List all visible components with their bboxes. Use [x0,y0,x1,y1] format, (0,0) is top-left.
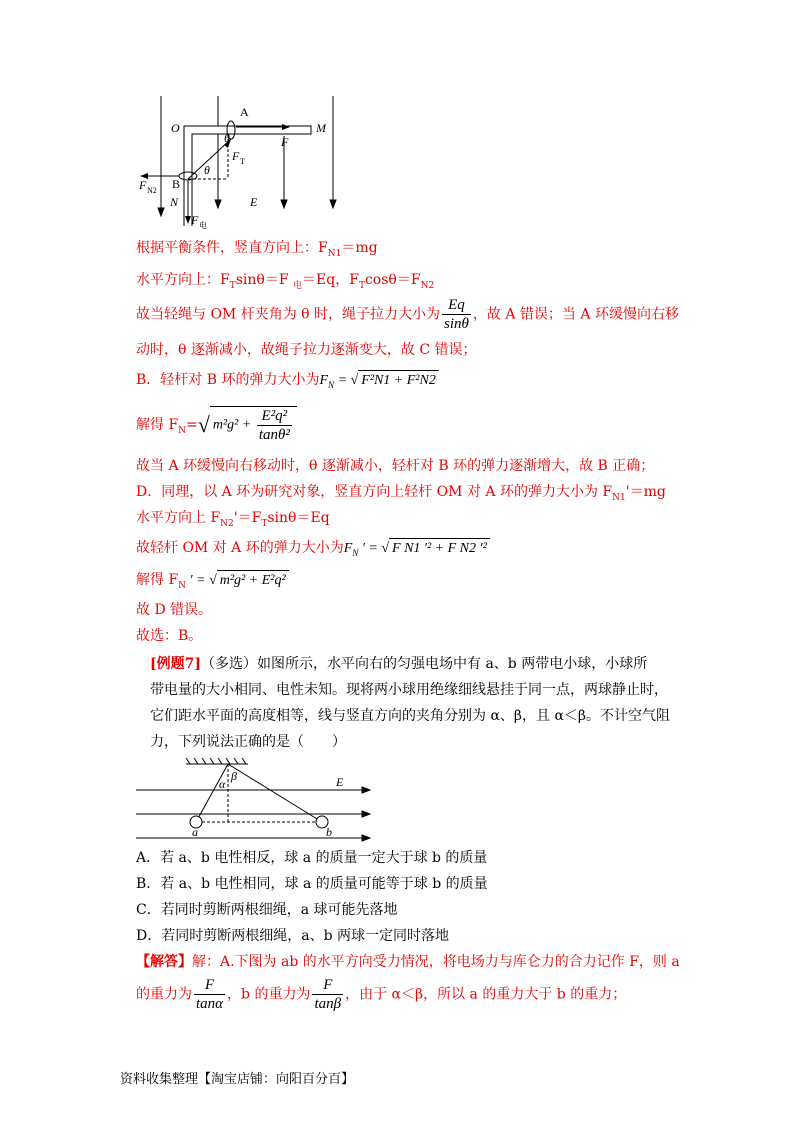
solution-line-12: 故 D 错误。 [136,602,213,618]
answer-tag: 【解答】 [136,954,192,970]
option-D: D．若同时剪断两根细绳，a、b 两球一定同时落地 [136,928,449,944]
solution-line-1: 根据平衡条件，竖直方向上：$F_{N1}=mg$ [136,240,378,259]
answer-line-2: 的重力为 $\frac{F}{\tan\alpha}$ ，b 的重力为 $\frac{F}{\tan\beta}$ ，由于 α＜β，所以 a 的重力大于 b 的重力； [136,977,627,1012]
page-footer: 资料收集整理【淘宝店铺：向阳百分百】 [120,1072,355,1087]
answer-line-1: 【解答】解：A.下图为 ab 的水平方向受力情况，将电场力与库仑力的合力记作 F，则 a [136,954,680,970]
fig1-label-theta: θ [204,163,210,177]
option-C: C．若同时剪断两根细绳，a 球可能先落地 [136,902,398,918]
solution-line-10: 故轻杆 OM 对 A 环的弹力大小为$F_N$ ′ = √ F N1 ′² + F N2 ′² [136,538,490,563]
example-line-2: 带电量的大小相同、电性未知。现将两小球用绝缘细线悬挂于同一点，两球静止时， [150,682,668,698]
fig1-label-B: B [172,177,181,191]
example-line-1: [例题7]（多选）如图所示，水平向右的匀强电场中有 a、b 两带电小球，小球所 [150,656,648,672]
fig1-label-theta-top: θ [224,131,230,145]
fig2-label-alpha: α [219,777,226,791]
fig2-label-b: b [326,825,332,839]
fig2-label-beta: β [231,769,237,783]
fig1-label-E: E [250,195,258,209]
fig1-label-M: M [316,121,326,135]
solution-line-5: B．轻杆对 B 环的弹力大小为$F_N$ = √ F²N1 + F²N2 [136,370,439,395]
solution-line-3: 故当轻绳与 OM 杆夹角为 θ 时，绳子拉力大小为 $\frac{Eq}{\sin\theta}$ ，故 A 错误；当 A 环缓慢向右移 [136,297,679,332]
example-line-3: 它们距水平面的高度相等，线与竖直方向的夹角分别为 α、β，且 α＜β。不计空气阻 [150,708,670,724]
fig1-label-FN2-sub: N2 [147,186,157,195]
fig1-label-FT-sub: T [240,157,245,166]
fig1-label-F: F [281,135,289,149]
figure-hanging-balls [136,756,376,842]
solution-line-2: 水平方向上：$F_T\sin\theta=F$ $_电$＝Eq，$F_T\cos\theta=F_{N2}$ [136,272,435,291]
figure-ring-rod [136,96,356,234]
fig1-label-FT: F [232,149,240,163]
fig1-label-Fe: F [191,213,199,227]
fig2-label-E: E [336,775,344,789]
fig1-label-FN2: F [139,178,147,192]
solution-line-13: 故选：B。 [136,628,203,644]
solution-line-9: 水平方向上 $F_{N2}'=F_T\sin\theta=Eq$ [136,510,330,529]
fig1-label-N: N [170,195,179,209]
solution-line-7: 故当 A 环缓慢向右移动时，θ 逐渐减小，轻杆对 B 环的弹力逐渐增大，故 B 正确； [136,458,655,474]
example-tag: [例题7] [150,656,201,672]
fig2-label-a: a [192,825,198,839]
fig1-label-O: O [171,121,180,135]
fig1-label-A: A [240,105,249,119]
option-A: A．若 a、b 电性相反，球 a 的质量一定大于球 b 的质量 [136,850,488,866]
fig1-label-Fe-sub: 电 [199,221,207,230]
solution-line-8: D．同理，以 A 环为研究对象，竖直方向上轻杆 OM 对 A 环的弹力大小为 $F_{N1}'=mg$ [136,484,666,503]
example-line-4: 力，下列说法正确的是（ ） [150,734,346,750]
solution-line-6: 解得 $F_N=√$ m²g² + $\frac{\text{E²q²}}{\text{tanθ²}}$ [136,406,297,444]
solution-line-4: 动时，θ 逐渐减小，故绳子拉力逐渐变大，故 C 错误； [136,342,477,358]
solution-line-11: 解得 $F_N$ ′ = √ m²g² + E²q² [136,570,289,596]
option-B: B．若 a、b 电性相同，球 a 的质量可能等于球 b 的质量 [136,876,488,892]
